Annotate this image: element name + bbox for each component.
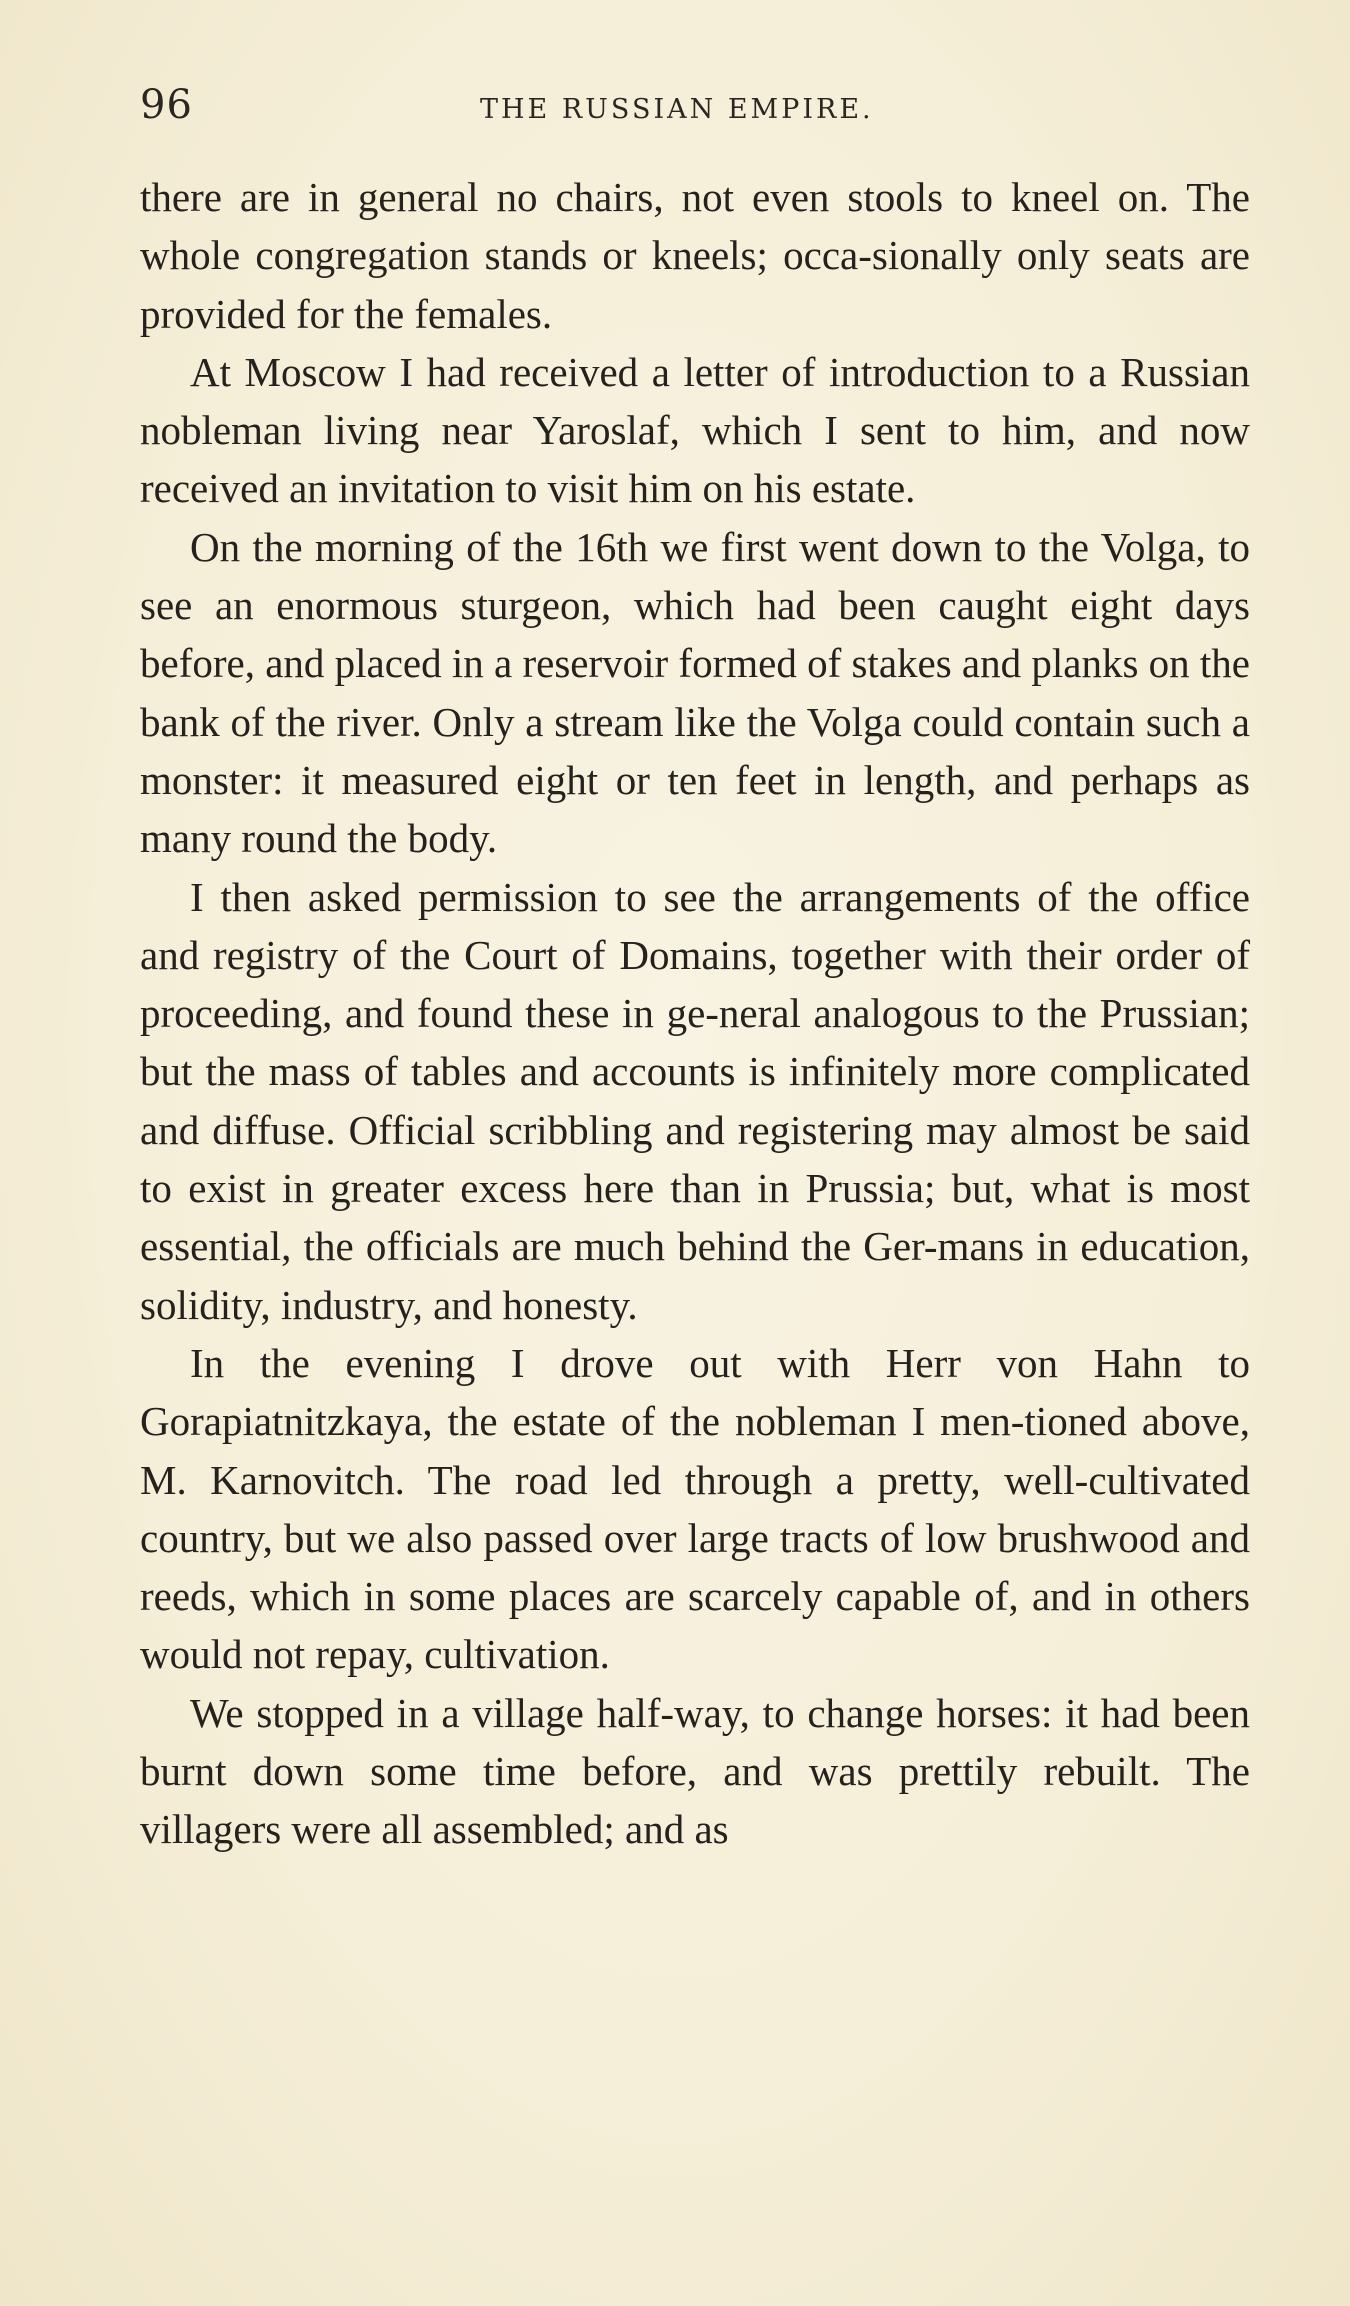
running-title: THE RUSSIAN EMPIRE. [480,94,874,125]
paragraph: there are in general no chairs, not even stools to kneel on. The whole congregation stands or kneels; occa-sionally only seats are provided for the females. [140,174,1250,337]
paragraph: In the evening I drove out with Herr von Hahn to Gorapiatnitzkaya, the estate of the nobleman I men-tioned above, M. Karnovitch. The road led through a pretty, well-cultivated country, but we also passed over large tracts of low brushwood and reeds, which in some places are scarcely capable of, and in others would not repay, cultivation. [140,1339,1250,1678]
page-header [140,82,1250,142]
paragraph: On the morning of the 16th we first went down to the Volga, to see an enormous sturgeon, which had been caught eight days before, and placed in a reservoir formed of stakes and planks on the bank of the river. Only a stream like the Volga could contain such a monster: it measured eight or ten feet in length, and perhaps as many round the body. [140,523,1251,862]
body-text [140,168,1250,1859]
page-number: 96 [140,82,193,128]
paragraph: I then asked permission to see the arrangements of the office and registry of the Court of Domains, together with their order of proceeding, and found these in ge-neral analogous to the Prussian; but the mass of tables and accounts is infinitely more complicated and diffuse. Official scribbling and registering may almost be said to exist in greater excess here than in Prussia; but, what is most essential, the officials are much behind the Ger-mans in education, solidity, industry, and honesty. [140,873,1250,1328]
paragraph: At Moscow I had received a letter of introduction to a Russian nobleman living near Yaroslaf, which I sent to him, and now received an invitation to visit him on his estate. [140,348,1250,512]
paragraph: We stopped in a village half-way, to change horses: it had been burnt down some time before, and was prettily rebuilt. The villagers were all assembled; and as [140,1689,1250,1853]
